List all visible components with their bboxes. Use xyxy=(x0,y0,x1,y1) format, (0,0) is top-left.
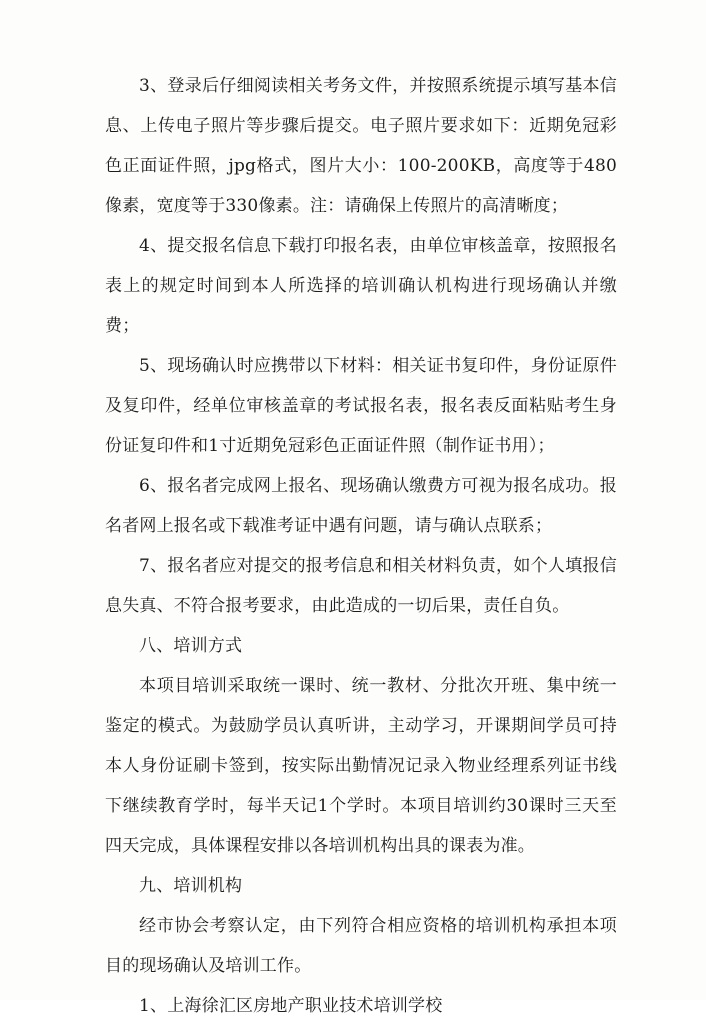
paragraph-item-3: 3、登录后仔细阅读相关考务文件，并按照系统提示填写基本信息、上传电子照片等步骤后提交。电子照片要求如下：近期免冠彩色正面证件照，jpg格式，图片大小：100-200KB，高度等于480像素，宽度等于330像素。注：请确保上传照片的高清晰度； xyxy=(105,76,617,216)
training-institutions-paragraph: 经市协会考察认定，由下列符合相应资格的培训机构承担本项目的现场确认及培训工作。 xyxy=(105,916,617,976)
paragraph-item-4: 4、提交报名信息下载打印报名表，由单位审核盖章，按照报名表上的规定时间到本人所选择的培训确认机构进行现场确认并缴费； xyxy=(105,236,617,336)
document-body xyxy=(105,66,617,1026)
training-method-paragraph: 本项目培训采取统一课时、统一教材、分批次开班、集中统一鉴定的模式。为鼓励学员认真听讲，主动学习，开课期间学员可持本人身份证刷卡签到，按实际出勤情况记录入物业经理系列证书线下继续教育学时，每半天记1个学时。本项目培训约30课时三天至四天完成，具体课程安排以各培训机构出具的课表为准。 xyxy=(105,676,617,856)
paragraph-item-6: 6、报名者完成网上报名、现场确认缴费方可视为报名成功。报名者网上报名或下载准考证中遇有问题，请与确认点联系； xyxy=(105,476,617,536)
section-heading-training-method: 八、培训方式 xyxy=(139,636,243,656)
institution-item-1: 1、上海徐汇区房地产职业技术培训学校 xyxy=(139,996,443,1016)
section-heading-training-institutions: 九、培训机构 xyxy=(139,876,243,896)
paragraph-item-5: 5、现场确认时应携带以下材料：相关证书复印件，身份证原件及复印件，经单位审核盖章的考试报名表，报名表反面粘贴考生身份证复印件和1寸近期免冠彩色正面证件照（制作证书用）； xyxy=(105,356,617,456)
paragraph-item-7: 7、报名者应对提交的报考信息和相关材料负责，如个人填报信息失真、不符合报考要求，由此造成的一切后果，责任自负。 xyxy=(105,556,617,616)
